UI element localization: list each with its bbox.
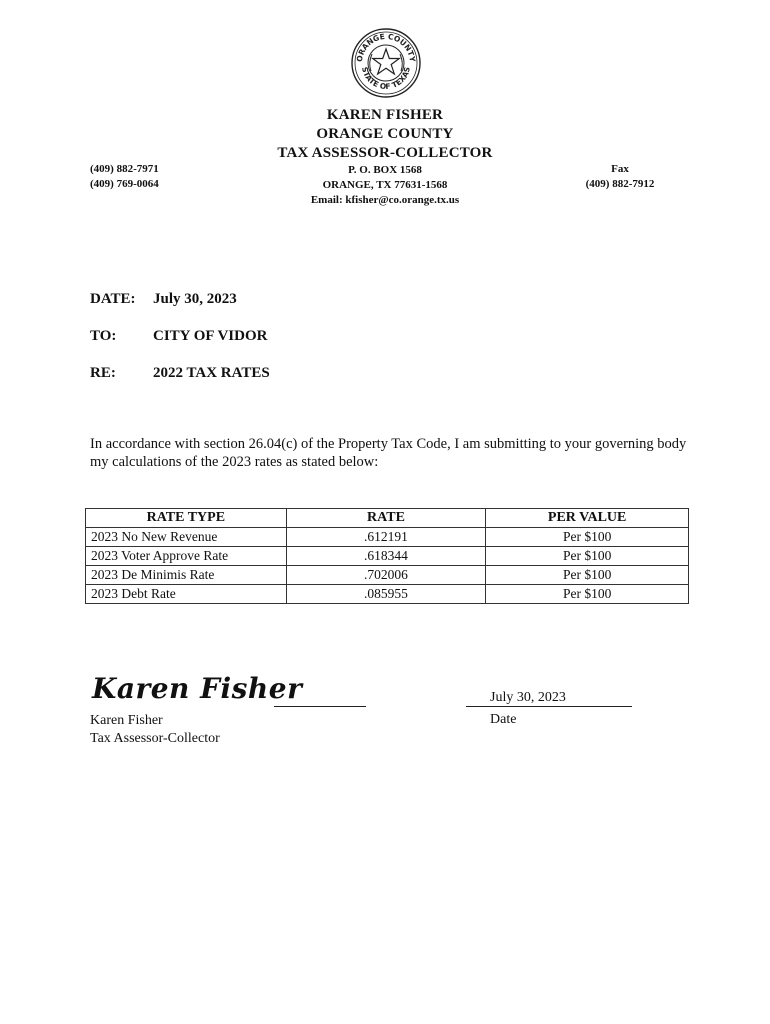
table-header-row bbox=[86, 509, 689, 528]
rate-cell: .618344 bbox=[286, 547, 486, 566]
signer-title: Tax Assessor-Collector bbox=[90, 731, 220, 746]
memo-re-value: 2022 TAX RATES bbox=[153, 365, 270, 381]
header-rate: RATE bbox=[286, 509, 486, 528]
tax-rate-table bbox=[85, 508, 689, 604]
header-rate-type: RATE TYPE bbox=[86, 509, 287, 528]
header-per-value: PER VALUE bbox=[486, 509, 689, 528]
memo-to-value: CITY OF VIDOR bbox=[153, 328, 268, 344]
signer-block bbox=[90, 712, 220, 748]
rate-type-cell: 2023 No New Revenue bbox=[86, 528, 287, 547]
letterhead-city: ORANGE, TX 77631-1568 bbox=[322, 179, 448, 191]
table-row bbox=[86, 566, 689, 585]
signature-line bbox=[274, 706, 366, 707]
signature-date-value: July 30, 2023 bbox=[490, 690, 566, 705]
letterhead-county: ORANGE COUNTY bbox=[316, 126, 454, 142]
table-row bbox=[86, 547, 689, 566]
letterhead-office: TAX ASSESSOR-COLLECTOR bbox=[277, 145, 493, 161]
seal-text-top: ORANGE COUNTY bbox=[354, 31, 418, 63]
body-paragraph: In accordance with section 26.04(c) of the Property Tax Code, I am submitting to your governing body my calculations of the 2023 rates as stated below: bbox=[90, 436, 687, 470]
county-seal-icon bbox=[350, 27, 422, 99]
fax-number: (409) 882-7912 bbox=[585, 178, 655, 190]
rate-cell: .702006 bbox=[286, 566, 486, 585]
memo-re-row bbox=[90, 365, 270, 382]
memo-re-label: RE: bbox=[90, 365, 116, 381]
per-value-cell: Per $100 bbox=[486, 528, 689, 547]
letterhead-name: KAREN FISHER bbox=[326, 107, 444, 123]
per-value-cell: Per $100 bbox=[486, 585, 689, 604]
rate-cell: .612191 bbox=[286, 528, 486, 547]
rate-cell: .085955 bbox=[286, 585, 486, 604]
phone-1: (409) 882-7971 bbox=[90, 163, 159, 175]
letterhead-po-box: P. O. BOX 1568 bbox=[348, 164, 422, 176]
rate-type-cell: 2023 De Minimis Rate bbox=[86, 566, 287, 585]
seal-text-bottom: STATE OF TEXAS bbox=[360, 66, 412, 92]
date-underline-right bbox=[566, 690, 632, 707]
svg-text:STATE OF TEXAS bbox=[360, 66, 412, 91]
memo-date-value: July 30, 2023 bbox=[153, 291, 237, 307]
handwritten-signature: Karen Fisher bbox=[92, 672, 303, 705]
phone-numbers bbox=[90, 162, 159, 192]
memo-to-label: TO: bbox=[90, 328, 117, 344]
table-row bbox=[86, 585, 689, 604]
per-value-cell: Per $100 bbox=[486, 566, 689, 585]
signer-name: Karen Fisher bbox=[90, 713, 163, 728]
date-underline-left bbox=[466, 690, 490, 707]
signature-date-line bbox=[466, 690, 632, 707]
fax-block bbox=[560, 162, 680, 192]
memo-to-row bbox=[90, 328, 267, 345]
letterhead-email: Email: kfisher@co.orange.tx.us bbox=[310, 194, 460, 206]
table-row bbox=[86, 528, 689, 547]
memo-date-label: DATE: bbox=[90, 291, 136, 307]
phone-2: (409) 769-0064 bbox=[90, 178, 159, 190]
fax-label: Fax bbox=[611, 163, 629, 175]
rate-type-cell: 2023 Voter Approve Rate bbox=[86, 547, 287, 566]
rate-type-cell: 2023 Debt Rate bbox=[86, 585, 287, 604]
memo-date-row bbox=[90, 291, 237, 308]
per-value-cell: Per $100 bbox=[486, 547, 689, 566]
signature-date-label: Date bbox=[490, 712, 517, 727]
letterhead bbox=[235, 106, 535, 208]
